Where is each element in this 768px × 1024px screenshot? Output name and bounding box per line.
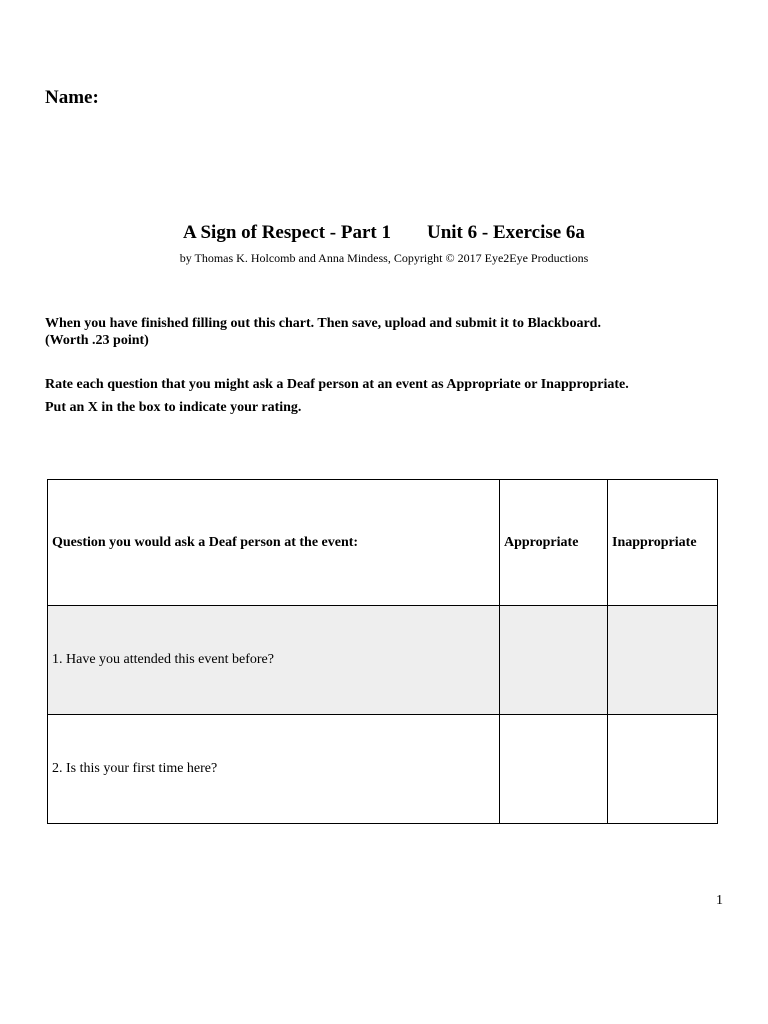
instruction-mark: Put an X in the box to indicate your rating. xyxy=(45,400,302,415)
appropriate-checkbox-cell[interactable] xyxy=(500,606,608,715)
question-cell: 2. Is this your first time here? xyxy=(48,715,500,824)
name-label: Name: xyxy=(45,87,99,108)
header-appropriate: Appropriate xyxy=(500,480,608,606)
title-part: A Sign of Respect - Part 1 xyxy=(183,222,391,243)
title-unit: Unit 6 - Exercise 6a xyxy=(426,222,585,243)
table-header-row xyxy=(48,480,718,606)
inappropriate-checkbox-cell[interactable] xyxy=(608,715,718,824)
table-row xyxy=(48,715,718,824)
instruction-worth: (Worth .23 point) xyxy=(45,333,149,348)
header-question: Question you would ask a Deaf person at the event: xyxy=(48,480,500,606)
header-inappropriate: Inappropriate xyxy=(608,480,718,606)
instruction-rate: Rate each question that you might ask a Deaf person at an event as Appropriate or Inappropriate. xyxy=(45,377,629,392)
document-title xyxy=(0,222,768,244)
page-number: 1 xyxy=(716,893,723,908)
appropriate-checkbox-cell[interactable] xyxy=(500,715,608,824)
question-cell: 1. Have you attended this event before? xyxy=(48,606,500,715)
table-row xyxy=(48,606,718,715)
instruction-submit: When you have finished filling out this chart. Then save, upload and submit it to Blackboard. xyxy=(45,316,601,331)
inappropriate-checkbox-cell[interactable] xyxy=(608,606,718,715)
byline: by Thomas K. Holcomb and Anna Mindess, Copyright © 2017 Eye2Eye Productions xyxy=(179,251,589,265)
rating-table xyxy=(47,479,718,824)
